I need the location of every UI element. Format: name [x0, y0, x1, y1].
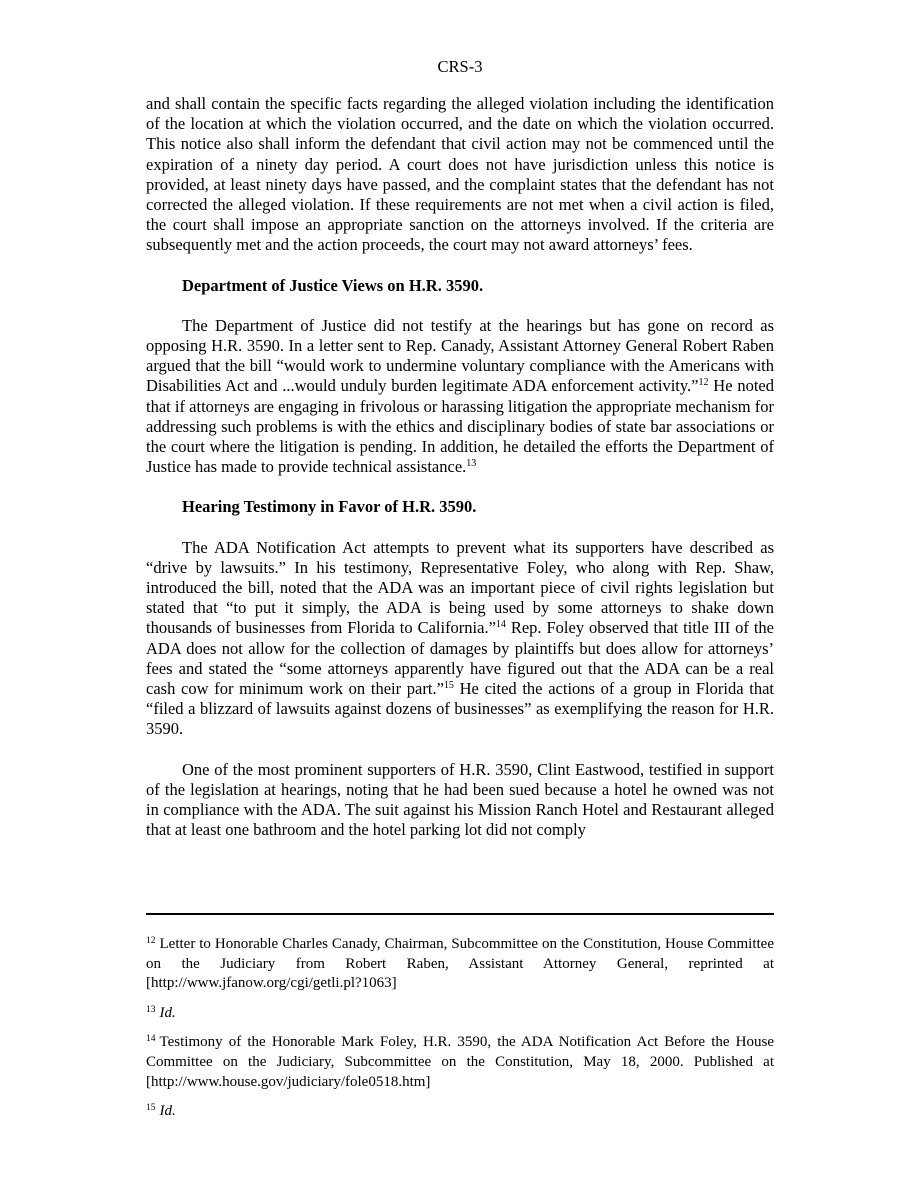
section-heading-doj-views: Department of Justice Views on H.R. 3590. [182, 275, 484, 295]
footnote-number: 15 [146, 1103, 156, 1114]
footnote-ref-14: 14 [495, 619, 506, 631]
footnote-text: Letter to Honorable Charles Canady, Chairman, Subcommittee on the Constitution, House Committee on the Judiciary from Robert Raben, Assistant Attorney General, reprinted at [http://www.jfanow.org/cgi/getli.pl?1063] [146, 936, 774, 992]
section-heading-hearing-testimony: Hearing Testimony in Favor of H.R. 3590. [182, 497, 477, 517]
paragraph-foley-testimony [146, 538, 774, 740]
footnote-text: Id. [159, 1103, 176, 1120]
footnote-15 [146, 1102, 774, 1122]
footnotes-section [146, 935, 774, 1132]
document-body [146, 94, 774, 861]
paragraph-text: He cited the actions of a group in Florida that “filed a blizzard of lawsuits against dozens of businesses” as exemplifying the reason for H.R. 3590. [146, 679, 774, 739]
footnote-14 [146, 1033, 774, 1092]
paragraph-text: He noted that if attorneys are engaging in frivolous or harassing litigation the appropriate mechanism for addressing such problems is with the ethics and disciplinary bodies of state bar associations or the court where the litigation is pending. In addition, he detailed the efforts the Department of Justice has made to provide technical assistance. [146, 376, 774, 477]
footnote-divider [146, 913, 774, 915]
paragraph-text: Rep. Foley observed that title III of the ADA does not allow for the collection of damages by plaintiffs but does allow for attorneys’ fees and stated the “some attorneys apparently have figured out that the ADA can be a real cash cow for minimum work on their part.” [146, 618, 775, 699]
footnote-text: Id. [159, 1004, 176, 1021]
footnote-number: 13 [146, 1004, 156, 1015]
paragraph-text: The ADA Notification Act attempts to prevent what its supporters have described as “drive by lawsuits.” In his testimony, Representative Foley, who along with Rep. Shaw, introduced the bill, noted that the ADA was an important piece of civil rights legislation but stated that “to put it simply, the ADA is being used by some attorneys to shake down thousands of businesses from Florida to California.” [146, 537, 774, 638]
footnote-12 [146, 935, 774, 994]
footnote-ref-13: 13 [466, 458, 477, 470]
page-number-header: CRS-3 [437, 57, 483, 76]
footnote-ref-15: 15 [443, 680, 454, 692]
paragraph-text: The Department of Justice did not testify at the hearings but has gone on record as opposing H.R. 3590. In a letter sent to Rep. Canady, Assistant Attorney General Robert Raben argued that the bill “would work to undermine voluntary compliance with the Americans with Disabilities Act and ...would unduly burden legitimate ADA enforcement activity.” [146, 315, 774, 396]
paragraph-eastwood-testimony: One of the most prominent supporters of H.R. 3590, Clint Eastwood, testified in support of the legislation at hearings, noting that he had been sued because a hotel he owned was not in compliance with the ADA. The suit against his Mission Ranch Hotel and Restaurant alleged that at least one bathroom and the hotel parking lot did not comply [146, 759, 774, 840]
footnote-13 [146, 1004, 774, 1024]
footnote-number: 12 [146, 936, 156, 946]
footnote-number: 14 [146, 1034, 156, 1045]
footnote-text: Testimony of the Honorable Mark Foley, H.R. 3590, the ADA Notification Act Before the House Committee on the Judiciary, Subcommittee on the Constitution, May 18, 2000. Published at [http://www.house.gov/judiciary/fole0518.htm] [146, 1034, 774, 1090]
paragraph-notice-requirements: and shall contain the specific facts regarding the alleged violation including the identification of the location at which the violation occurred, and the date on which the violation occurred. This notice also shall inform the defendant that civil action may not be commenced until the expiration of a ninety day period. A court does not have jurisdiction unless this notice is provided, at least ninety days have passed, and the complaint states that the defendant has not corrected the alleged violation. If these requirements are not met when a civil action is filed, the court shall impose an appropriate sanction on the attorneys involved. If the criteria are subsequently met and the action proceeds, the court may not award attorneys’ fees. [146, 94, 774, 255]
paragraph-doj-views [146, 316, 774, 478]
footnote-ref-12: 12 [698, 377, 709, 389]
